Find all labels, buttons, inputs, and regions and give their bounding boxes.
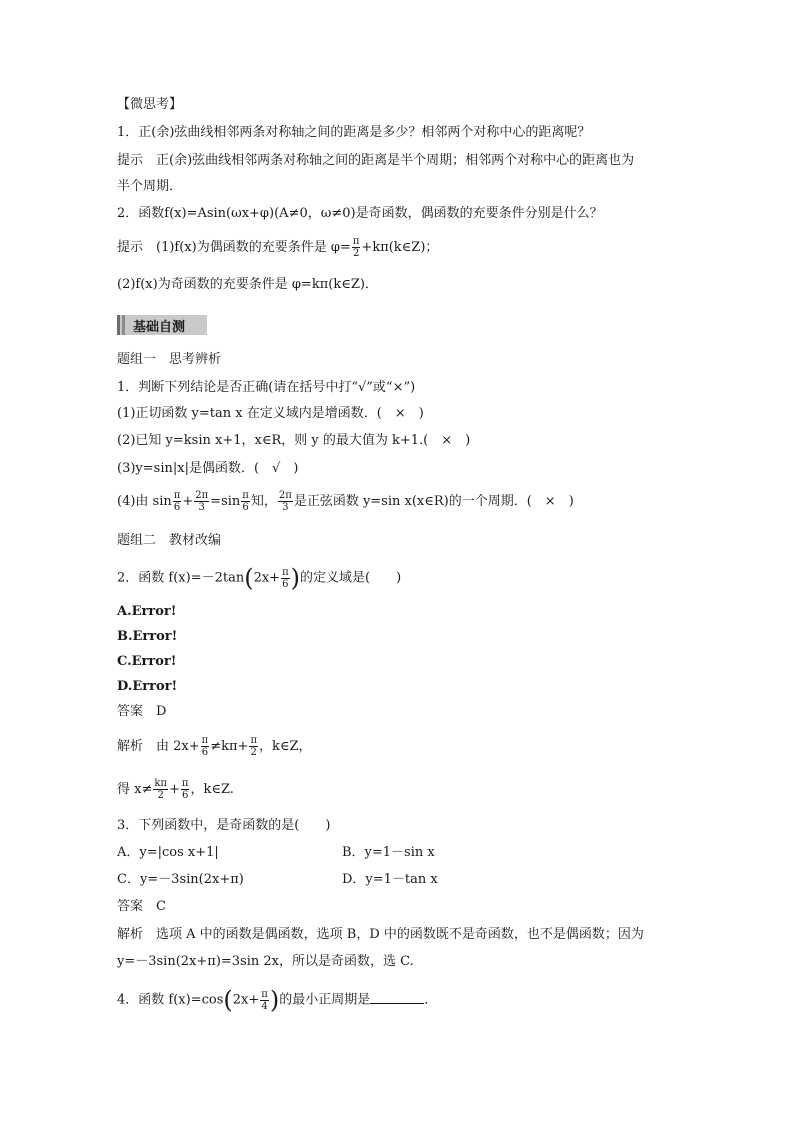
option-b: B.Error!	[117, 629, 178, 644]
section-stripe	[117, 315, 120, 335]
fraction: $\frac{\pi}{4}$	[261, 988, 268, 1012]
group1-item-4: (4)由 sin $\frac{\pi}{6}$ + $\frac{2\pi}{3}$ =sin $\frac{\pi}{6}$ 知， $\frac{2\pi}{3}$ 是正弦函数 y=sin x(x∈R)的一个周期．( × )	[117, 490, 574, 513]
fraction: $\frac{\pi}{6}$	[201, 735, 209, 758]
analysis-2-line1: 解析 由 2x+ $\frac{\pi}{6}$ ≠kπ+ $\frac{\pi}{2}$ ，k∈Z，	[117, 735, 312, 758]
think-question-2: 2．函数f(x)=Asin(ωx+φ)(A≠0，ω≠0)是奇函数，偶函数的充要条件分别是什么？	[117, 206, 603, 221]
answer-blank[interactable]	[370, 991, 424, 1004]
fraction: $\frac{\pi}{6}$	[173, 490, 181, 513]
group1-item-1: (1)正切函数 y=tan x 在定义域内是增函数．( × )	[117, 406, 424, 421]
think-answer-2-prefix: 提示 (1)f(x)为偶函数的充要条件是 φ=	[117, 240, 351, 255]
group1-title: 题组一 思考辨析	[117, 352, 222, 367]
section-title: 基础自测	[133, 319, 186, 335]
fraction: $\frac{2\pi}{3}$	[278, 490, 292, 513]
group1-item-2: (2)已知 y=ksin x+1，x∈R，则 y 的最大值为 k+1.( × )	[117, 433, 471, 448]
analysis-3-line1: 解析 选项 A 中的函数是偶函数，选项 B，D 中的函数既不是奇函数，也不是偶函数；因为	[117, 927, 644, 942]
fraction: $\frac{2\pi}{3}$	[195, 490, 209, 513]
answer-3: 答案 C	[117, 899, 166, 914]
analysis-3-line2: y=－3sin(2x+π)=3sin 2x，所以是奇函数，选 C.	[117, 954, 414, 969]
think-question-1: 1．正(余)弦曲线相邻两条对称轴之间的距离是多少？相邻两个对称中心的距离呢？	[117, 125, 591, 140]
option-a: A.Error!	[117, 604, 177, 619]
fraction: $\frac{\pi}{6}$	[181, 778, 189, 801]
think-header: 【微思考】	[117, 97, 183, 112]
q3-option-c: C．y=－3sin(2x+π)	[117, 872, 244, 887]
answer-2: 答案 D	[117, 704, 167, 719]
fraction: $\frac{\pi}{2}$	[352, 236, 360, 259]
think-answer-1-line2: 半个周期．	[117, 179, 183, 194]
group2-question-4: 4．函数 f(x)=cos(2x+ $\frac{\pi}{4}$ )的最小正周期是 ．	[117, 986, 438, 1014]
fraction: $\frac{k\pi}{2}$	[154, 778, 167, 801]
fraction: $\frac{\pi}{6}$	[242, 490, 249, 513]
think-answer-1-line1: 提示 正(余)弦曲线相邻两条对称轴之间的距离是半个周期；相邻两个对称中心的距离也为	[117, 153, 635, 168]
q3-option-d: D．y=1－tan x	[342, 872, 438, 887]
group1-question-1: 1．判断下列结论是否正确(请在括号中打“√”或“×”)	[117, 380, 416, 395]
analysis-2-line2: 得 x≠ $\frac{k\pi}{2}$ + $\frac{\pi}{6}$ ，k∈Z.	[117, 778, 234, 801]
section-header	[117, 315, 207, 335]
q3-option-a: A．y=|cos x+1|	[117, 845, 219, 860]
think-answer-2-line1	[117, 236, 438, 259]
group2-question-3: 3．下列函数中，是奇函数的是( )	[117, 818, 331, 833]
group2-title: 题组二 教材改编	[117, 533, 222, 548]
think-answer-2-suffix: +kπ(k∈Z)；	[361, 240, 439, 255]
fraction: $\frac{\pi}{2}$	[250, 735, 258, 758]
group2-question-2: 2．函数 f(x)=－2tan(2x+ $\frac{\pi}{6}$ )的定义域是( )	[117, 564, 402, 592]
group1-item-3: (3)y=sin|x|是偶函数．( √ )	[117, 461, 299, 476]
fraction: $\frac{\pi}{6}$	[282, 566, 289, 590]
option-c: C.Error!	[117, 654, 177, 669]
think-answer-2-line2: (2)f(x)为奇函数的充要条件是 φ=kπ(k∈Z)．	[117, 277, 378, 292]
option-d: D.Error!	[117, 679, 178, 694]
q3-option-b: B．y=1－sin x	[342, 845, 435, 860]
section-stripe	[122, 315, 125, 335]
